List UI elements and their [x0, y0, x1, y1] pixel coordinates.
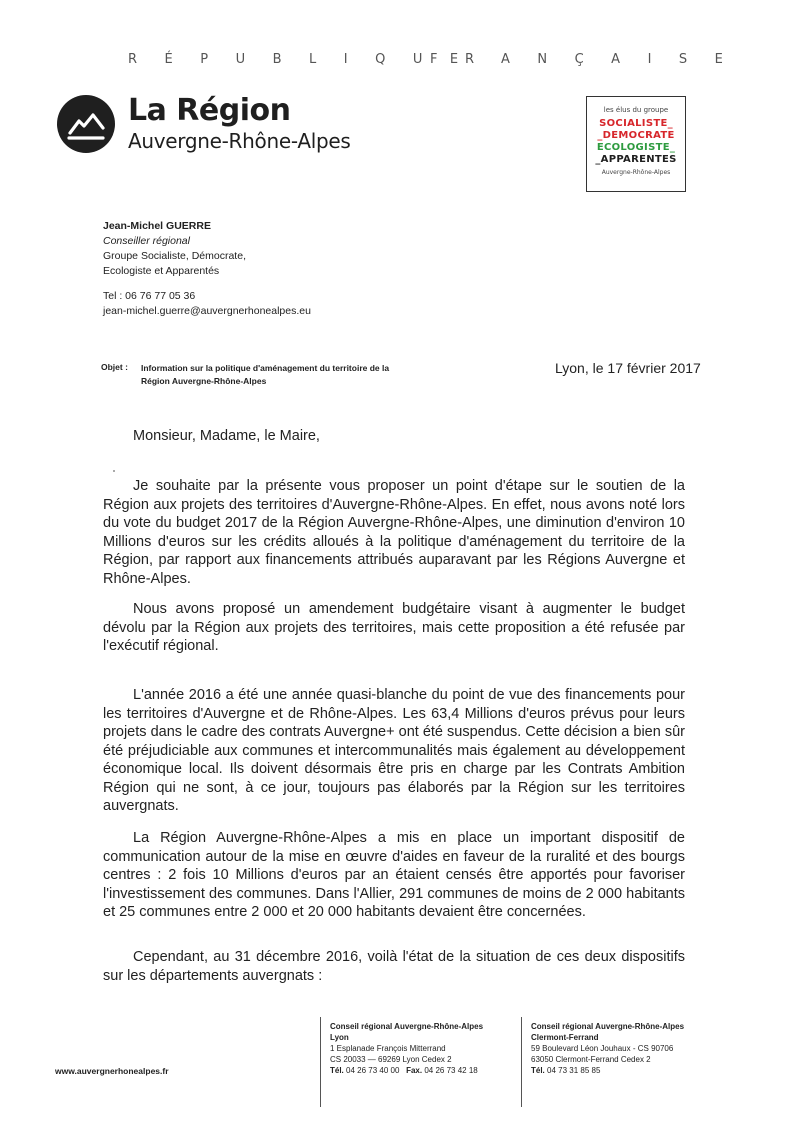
group-logo-line2: _DEMOCRATE	[597, 130, 675, 141]
group-logo-bottom: Auvergne-Rhône-Alpes	[601, 169, 671, 176]
lyon-fax: 04 26 73 42 18	[424, 1066, 478, 1075]
lyon-title: Conseil régional Auvergne-Rhône-Alpes	[330, 1022, 484, 1031]
objet-line1: Information sur la politique d'aménagement du territoire de la	[141, 363, 390, 373]
sender-group-line2: Ecologiste et Apparentés	[103, 265, 220, 277]
paragraph-2	[103, 600, 685, 656]
salutation: Monsieur, Madame, le Maire,	[133, 428, 320, 444]
clermont-tel: 04 73 31 85 85	[547, 1066, 601, 1075]
lyon-tel: 04 26 73 40 00	[346, 1066, 400, 1075]
paragraph-3-text: L'année 2016 a été une année quasi-blanche du point de vue des financements pour les territoires d'Auvergne et de Rhône-Alpes. Les 63,4 Millions d'euros prévus pour leurs projets dans le cadre des contrats Auvergne+ ont été suspendus. Cette décision a bien sûr été préjudiciable aux communes et intercommunalités mais également au développement économique local. Ils doivent désormais être pris en charge par les Contrats Ambition Région qui ne sont, à ce jour, toujours pas élaborés par la Région sur les territoires auvergnats.	[103, 687, 685, 814]
objet-line2: Région Auvergne-Rhône-Alpes	[141, 376, 267, 386]
scan-speck	[113, 470, 115, 472]
group-logo-top: les élus du groupe	[603, 106, 669, 114]
clermont-phone-line	[531, 1065, 684, 1076]
sender-tel: Tel : 06 76 77 05 36	[103, 290, 196, 302]
clermont-city: Clermont-Ferrand	[531, 1033, 599, 1042]
paragraph-4	[103, 829, 685, 922]
sender-name: Jean-Michel GUERRE	[103, 220, 211, 232]
region-logo-icon	[57, 95, 115, 153]
paragraph-5	[103, 948, 685, 985]
footer-divider-2	[521, 1017, 522, 1107]
clermont-addr1: 59 Boulevard Léon Jouhaux - CS 90706	[531, 1044, 674, 1053]
group-logo	[586, 96, 686, 192]
footer-divider-1	[320, 1017, 321, 1107]
paragraph-1	[103, 477, 685, 588]
group-logo-line1: SOCIALISTE_	[599, 118, 673, 129]
francaise-word: FRANÇAISE	[430, 52, 751, 67]
objet-label: Objet :	[101, 362, 128, 372]
lyon-city: Lyon	[330, 1033, 349, 1042]
contact-block	[103, 289, 311, 319]
footer-website-link[interactable]: www.auvergnerhonealpes.fr	[55, 1066, 169, 1076]
paragraph-4-text: La Région Auvergne-Rhône-Alpes a mis en place un important dispositif de communication autour de la mise en œuvre d'aides en faveur de la ruralité et des bourgs centres : 2 fois 10 Millions d'euros par an étaient censés être apportés pour favoriser l'investissement des communes. Dans l'Allier, 291 communes de moins de 2 000 habitants et 25 communes entre 2 000 et 20 000 habitants devaient être concernées.	[103, 830, 685, 920]
group-logo-line3: ECOLOGISTE_	[596, 142, 676, 153]
paragraph-2-text: Nous avons proposé un amendement budgétaire visant à augmenter le budget dévolu par la Région aux projets des territoires, mais cette proposition a été refusée par l'exécutif régional.	[103, 601, 685, 654]
footer-office-clermont	[531, 1021, 684, 1076]
group-logo-line4: _APPARENTES	[595, 154, 677, 165]
sender-block	[103, 219, 246, 279]
logo-title: La Région	[128, 93, 291, 128]
objet-text	[141, 362, 421, 388]
clermont-addr2: 63050 Clermont-Ferrand Cedex 2	[531, 1055, 651, 1064]
paragraph-5-text: Cependant, au 31 décembre 2016, voilà l'état de la situation de ces deux dispositifs sur les départements auvergnats :	[103, 949, 685, 984]
logo-subtitle: Auvergne-Rhône-Alpes	[128, 129, 351, 153]
lyon-fax-label: Fax.	[406, 1066, 423, 1075]
letter-date: Lyon, le 17 février 2017	[555, 360, 701, 376]
sender-role: Conseiller régional	[103, 235, 190, 247]
republique-word: RÉPUBLIQUE	[128, 52, 486, 67]
sender-email[interactable]: jean-michel.guerre@auvergnerhonealpes.eu	[103, 305, 311, 317]
lyon-tel-label: Tél.	[330, 1066, 344, 1075]
paragraph-1-text: Je souhaite par la présente vous proposer un point d'étape sur le soutien de la Région aux projets des territoires d'Auvergne-Rhône-Alpes. En effet, nous avons noté lors du vote du budget 2017 de la Région Auvergne-Rhône-Alpes, une diminution d'environ 10 Millions d'euros sur les crédits alloués à la politique d'aménagement du territoire de la Région, par rapport aux financements attribués auparavant par les Régions Auvergne et Rhône-Alpes.	[103, 478, 685, 587]
sender-group-line1: Groupe Socialiste, Démocrate,	[103, 250, 246, 262]
clermont-tel-label: Tél.	[531, 1066, 545, 1075]
paragraph-3	[103, 686, 685, 816]
footer-office-lyon	[330, 1021, 483, 1076]
lyon-addr1: 1 Esplanade François Mitterrand	[330, 1044, 446, 1053]
clermont-title: Conseil régional Auvergne-Rhône-Alpes	[531, 1022, 685, 1031]
lyon-addr2: CS 20033 — 69269 Lyon Cedex 2	[330, 1055, 452, 1064]
lyon-phone-line	[330, 1065, 483, 1076]
